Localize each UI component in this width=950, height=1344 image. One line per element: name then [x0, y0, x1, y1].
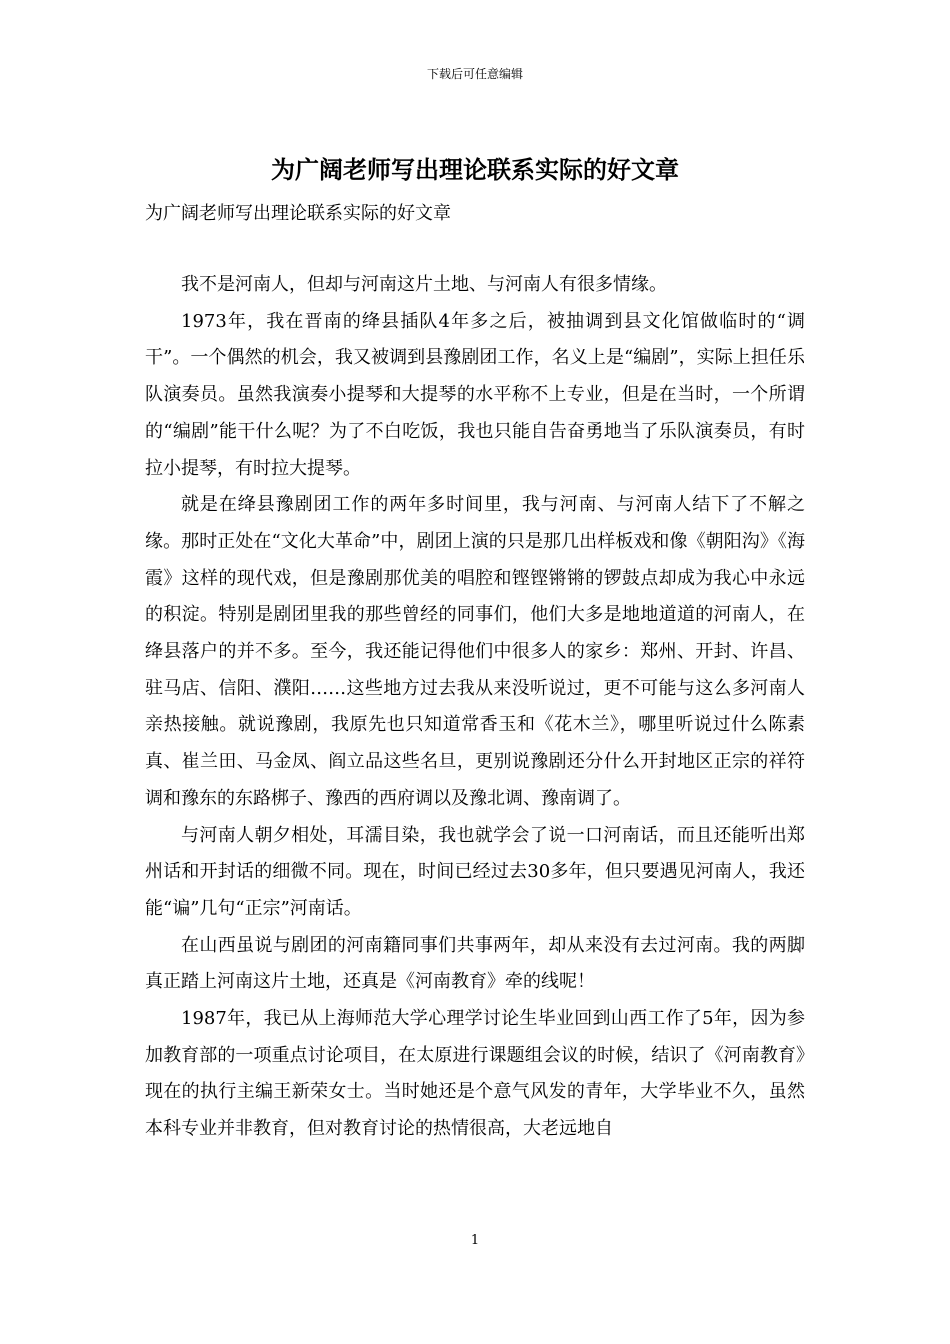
paragraph-4: 与河南人朝夕相处，耳濡目染，我也就学会了说一口河南话，而且还能听出郑州话和开封话的细微不同。现在，时间已经过去30多年，但只要遇见河南人，我还能“谝”几句“正宗”河南话。 [145, 824, 805, 919]
page-number: 1 [470, 1233, 480, 1248]
document-body [145, 267, 805, 1148]
paragraph-6: 1987年，我已从上海师范大学心理学讨论生毕业回到山西工作了5年，因为参加教育部的一项重点讨论项目，在太原进行课题组会议的时候，结识了《河南教育》现在的执行主编王新荣女士。当时她还是个意气风发的青年，大学毕业不久，虽然本科专业并非教育，但对教育讨论的热情很高，大老远地自 [145, 1008, 805, 1140]
paragraph-1: 我不是河南人，但却与河南这片土地、与河南人有很多情缘。 [181, 274, 667, 295]
document-subtitle: 为广阔老师写出理论联系实际的好文章 [145, 203, 451, 224]
document-title: 为广阔老师写出理论联系实际的好文章 [271, 155, 679, 184]
paragraph-2: 1973年，我在晋南的绛县插队4年多之后，被抽调到县文化馆做临时的“调干”。一个偶然的机会，我又被调到县豫剧团工作，名义上是“编剧”，实际上担任乐队演奏员。虽然我演奏小提琴和大提琴的水平称不上专业，但是在当时，一个所谓的“编剧”能干什么呢？为了不白吃饭，我也只能自告奋勇地当了乐队演奏员，有时拉小提琴，有时拉大提琴。 [145, 310, 805, 479]
paragraph-5: 在山西虽说与剧团的河南籍同事们共事两年，却从来没有去过河南。我的两脚真正踏上河南这片土地，还真是《河南教育》牵的线呢！ [145, 934, 805, 993]
paragraph-3: 就是在绛县豫剧团工作的两年多时间里，我与河南、与河南人结下了不解之缘。那时正处在“文化大革命”中，剧团上演的只是那几出样板戏和像《朝阳沟》《海霞》这样的现代戏，但是豫剧那优美的唱腔和铿铿锵锵的锣鼓点却成为我心中永远的积淀。特别是剧团里我的那些曾经的同事们，他们大多是地地道道的河南人，在绛县落户的并不多。至今，我还能记得他们中很多人的家乡：郑州、开封、许昌、驻马店、信阳、濮阳……这些地方过去我从来没听说过，更不可能与这么多河南人亲热接触。就说豫剧，我原先也只知道常香玉和《花木兰》，哪里听说过什么陈素真、崔兰田、马金凤、阎立品这些名旦，更别说豫剧还分什么开封地区正宗的祥符调和豫东的东路梆子、豫西的西府调以及豫北调、豫南调了。 [145, 494, 805, 809]
page-header: 下载后可任意编辑 [426, 67, 523, 81]
